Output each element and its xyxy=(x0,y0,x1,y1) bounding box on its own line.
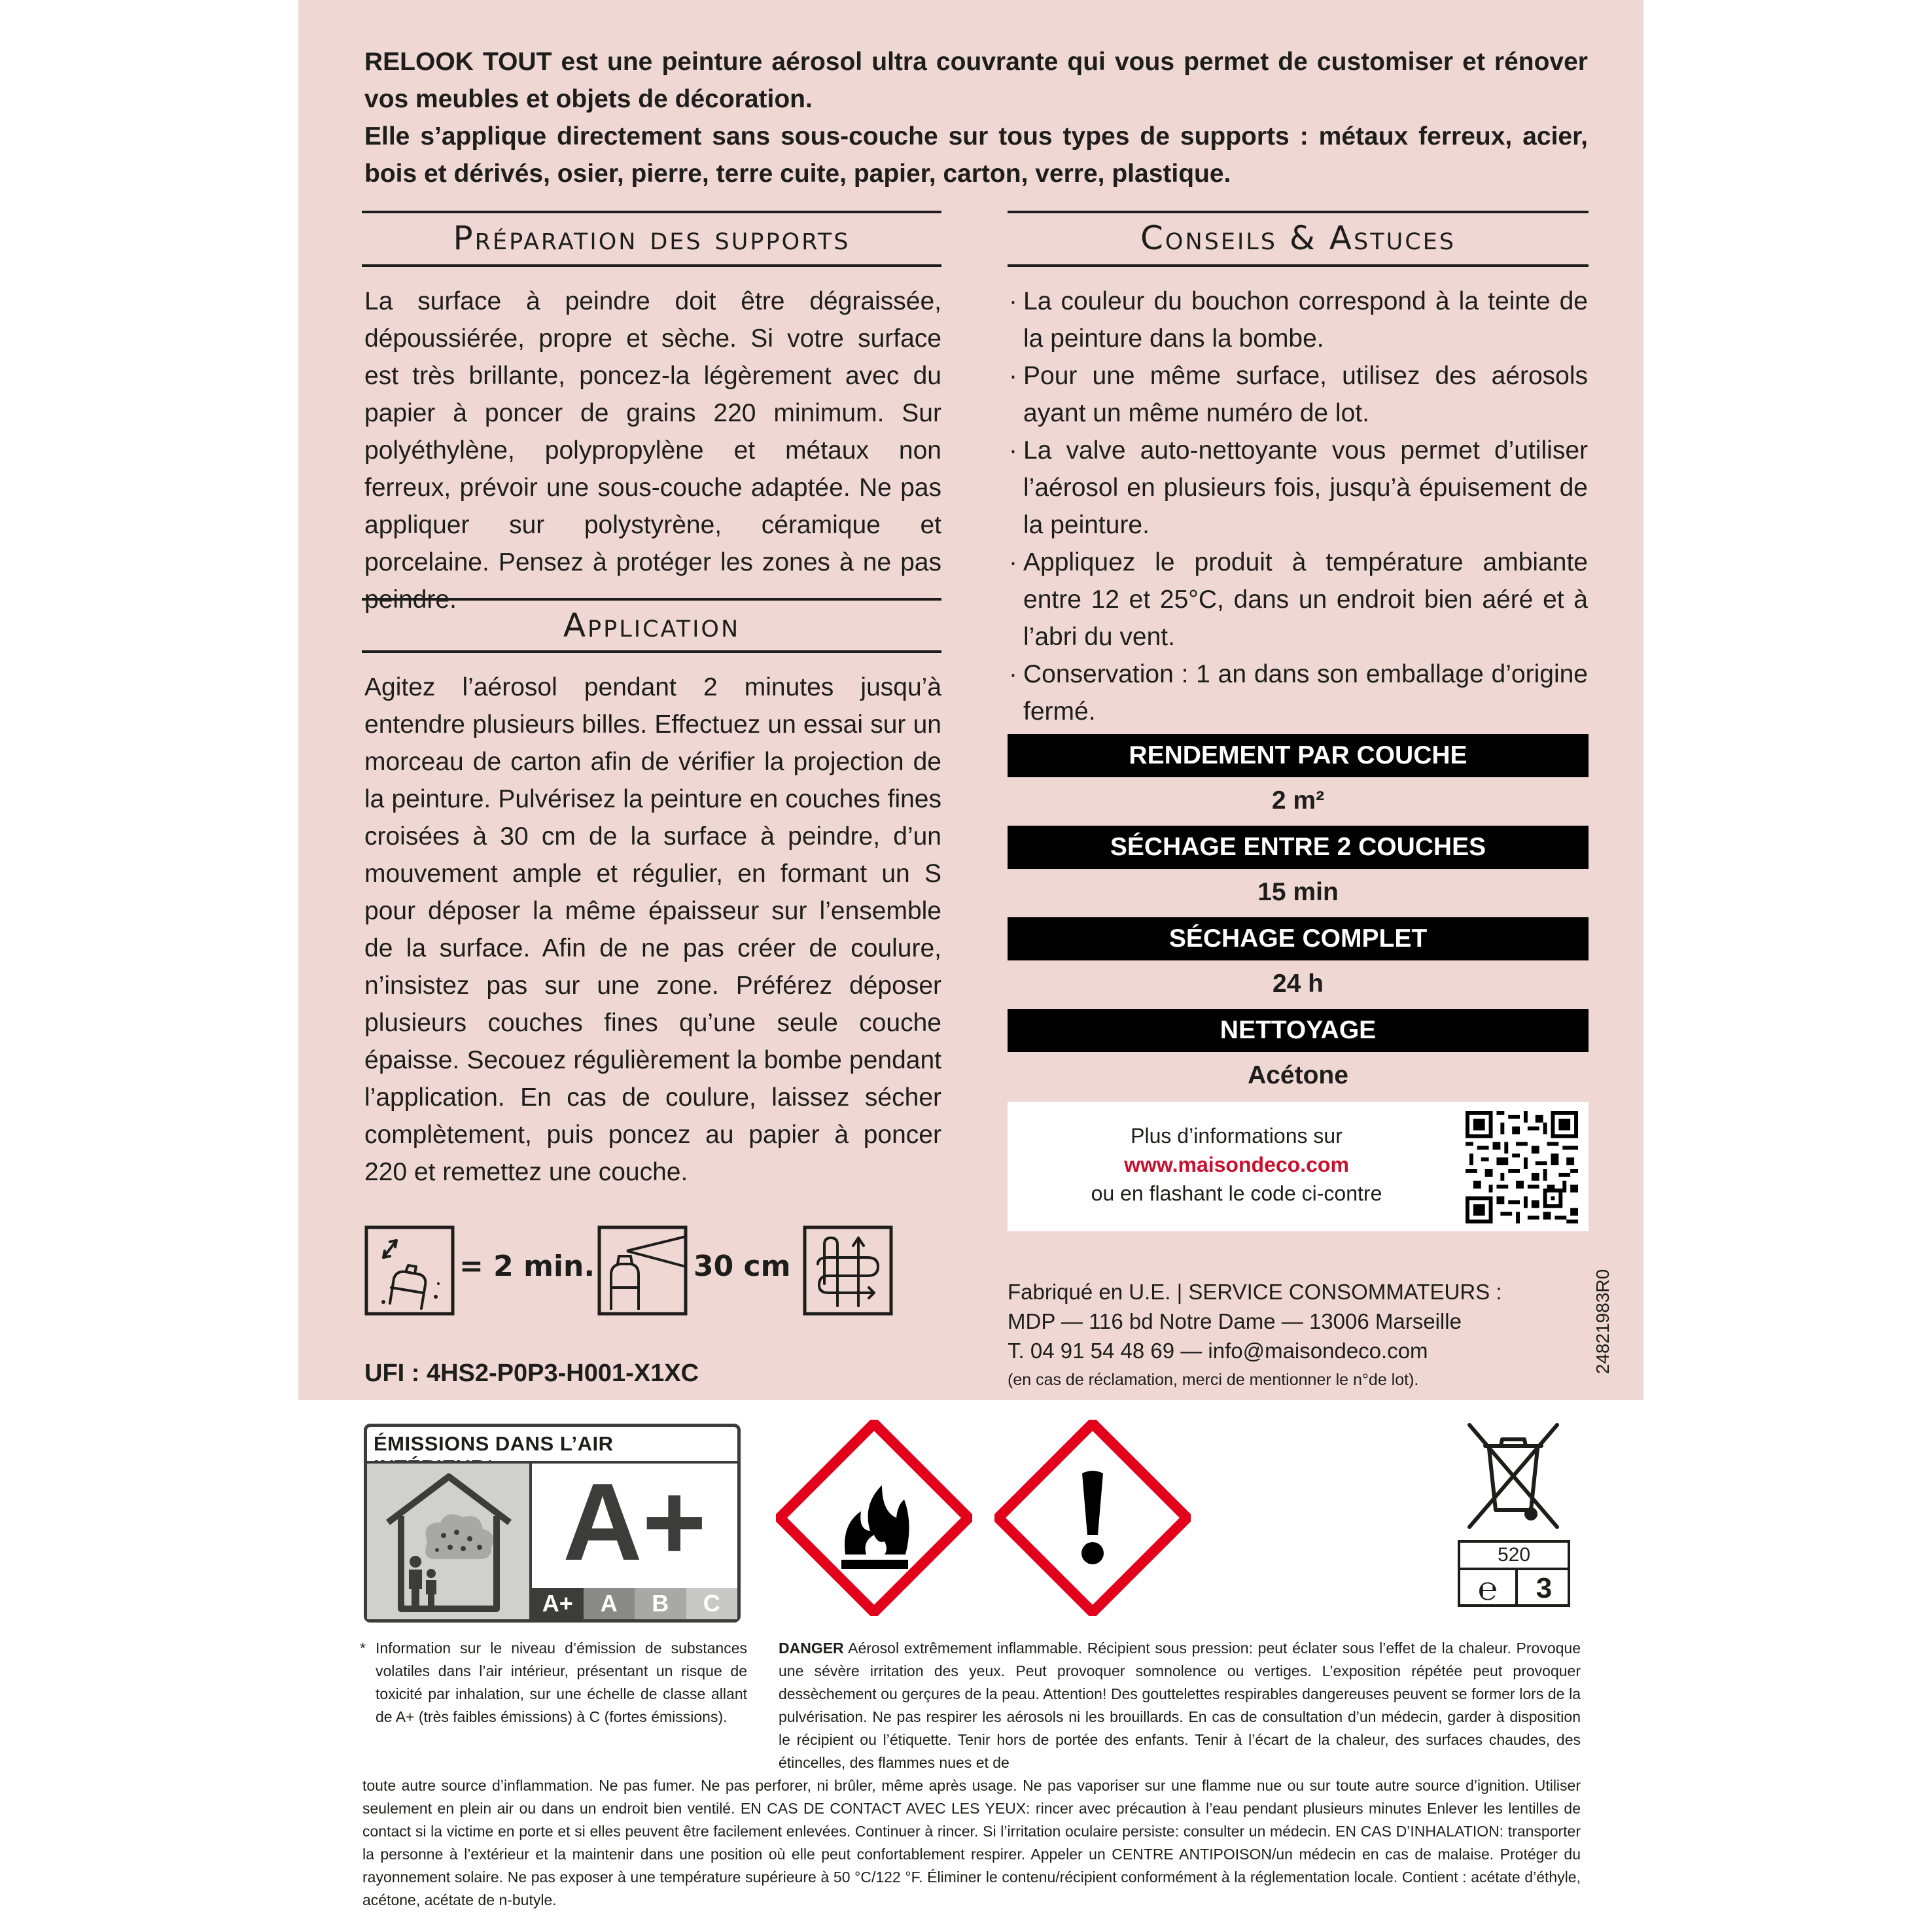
footnote-star: * xyxy=(360,1640,366,1657)
manufacturer-info xyxy=(1008,1277,1502,1395)
recycle-number: 520 xyxy=(1460,1543,1568,1570)
tip-item: · La valve auto-nettoyante vous permet d’utiliser l’aérosol en plusieurs fois, jusqu’à épuisement de la peinture. xyxy=(1009,436,1588,539)
tip-item: · Pour une même surface, utilisez des aérosols ayant un même numéro de lot. xyxy=(1009,362,1588,427)
intro-sentence-1: est une peinture aérosol ultra couvrante qui vous permet de customiser et rénover vos meubles et objets de décoration. xyxy=(364,48,1588,113)
qr-code[interactable] xyxy=(1466,1111,1578,1223)
nettoyage-value: Acétone xyxy=(1248,1061,1348,1089)
emissions-scale xyxy=(532,1588,737,1619)
app-rule-bottom xyxy=(362,650,941,653)
info-line1: Plus d’informations sur xyxy=(1131,1124,1343,1148)
scale-a: A xyxy=(584,1588,635,1619)
app-heading: Application xyxy=(563,606,741,644)
tip-item: · La couleur du bouchon correspond à la teinte de la peinture dans la bombe. xyxy=(1009,287,1588,353)
info-text xyxy=(1034,1121,1439,1208)
danger-text-bottom: toute autre source d’inflammation. Ne pas fumer. Ne pas perforer, ni brûler, même après usage. Ne pas vaporiser sur une flamme nue ou sur toute autre source d’ignition. Utiliser seulement en plein air ou dans un endroit bien ventilé. EN CAS DE CONTACT AVEC LES YEUX: rincer avec précaution à l’eau pendant plusieurs minutes Enlever les lentilles de contact si la victime en porte et si elles peuvent être facilement enlevées. Continuer à rincer. Si l’irritation oculaire persiste: consulter un médecin. EN CAS D’INHALATION: transporter la personne à l’extérieur et la maintenir dans une position où elle peut confortablement respirer. Appeler un CENTRE ANTIPOISON/un médecin en cas de malaise. Protéger du rayonnement solaire. Ne pas exposer à une température supérieure à 50 °C/122 °F. Éliminer le contenu/récipient conformément à la réglementation locale. Contient : acétate d’éthyle, acétone, acétate de n-butyle. xyxy=(362,1777,1581,1908)
manufacturer-line1: Fabriqué en U.E. | SERVICE CONSOMMATEURS : xyxy=(1008,1280,1502,1304)
complet-label: SÉCHAGE COMPLET xyxy=(1008,917,1589,960)
spray-distance-pictogram-icon xyxy=(597,1225,688,1316)
intro-text xyxy=(364,43,1588,192)
sechage-value: 15 min xyxy=(1257,878,1339,906)
info-url[interactable]: www.maisondeco.com xyxy=(1124,1153,1349,1176)
complet-value: 24 h xyxy=(1272,970,1324,998)
footnote-text: Information sur le niveau d’émission de substances volatiles dans l’air intérieur, présentant un risque de toxicité par inhalation, sur une échelle de classe allant de A+ (très faibles émissions) à C (fortes émissions). xyxy=(376,1640,747,1725)
spray-distance-label: 30 cm xyxy=(694,1250,791,1283)
ufi-code: UFI : 4HS2-P0P3-H001-X1XC xyxy=(364,1360,699,1387)
app-text: Agitez l’aérosol pendant 2 minutes jusqu’à entendre plusieurs billes. Effectuez un essai sur un morceau de carton afin de vérifier la projection de la peinture. Pulvérisez la peinture en couches fines croisées à 30 cm de la surface à peindre, d’un mouvement ample et régulier, en formant un S pour déposer la même épaisseur sur l’ensemble de la surface. Afin de ne pas créer de coulure, n’insistez pas sur une zone. Préférez déposer plusieurs couches fines qu’une seule couche épaisse. Secouez régulièrement la bombe pendant l’application. En cas de coulure, laissez sécher complètement, puis poncez au papier à poncer 220 et remettez une couche. xyxy=(364,673,941,1186)
scale-b: B xyxy=(635,1588,686,1619)
emissions-title: ÉMISSIONS DANS L’AIR xyxy=(374,1432,614,1455)
prep-heading: Préparation des supports xyxy=(453,219,851,257)
app-rule-top xyxy=(362,598,941,601)
recycle-box xyxy=(1458,1540,1570,1607)
nettoyage-label: NETTOYAGE xyxy=(1008,1009,1589,1052)
manufacturer-line4: (en cas de réclamation, merci de mentionner le n°de lot). xyxy=(1008,1371,1419,1389)
tips-heading: Conseils & Astuces xyxy=(1140,219,1456,257)
flammable-hazard-icon xyxy=(776,1420,972,1616)
danger-text-top: DANGER Aérosol extrêmement inflammable. Récipient sous pression: peut éclater sous l’effet de la chaleur. Provoque une sévère irritation des yeux. Peut provoquer somnolence ou vertiges. L’exposition répétée peut provoquer dessèchement ou gerçures de la peau. Attention! Des gouttelettes respirables dangereuses peuvent se former lors de la pulvérisation. Ne pas respirer les aérosols ni les brouillards. En cas de consultation d’un médecin, garder à disposition le récipient ou l’étiquette. Tenir hors de portée des enfants. Tenir à l’écart de la chaleur, des surfaces chaudes, des étincelles, des flammes nues et de xyxy=(779,1640,1581,1771)
manufacturer-line3: T. 04 91 54 48 69 — info@maisondeco.com xyxy=(1008,1339,1428,1363)
info-line3: ou en flashant le code ci-contre xyxy=(1091,1182,1382,1205)
lot-code: 24821983R0 xyxy=(1592,1269,1613,1375)
crossed-bin-icon xyxy=(1463,1418,1564,1534)
prep-rule-top xyxy=(362,211,941,213)
tip-item: · Appliquez le produit à température ambiante entre 12 et 25°C, dans un endroit bien aéré et à l’abri du vent. xyxy=(1009,548,1588,651)
s-motion-pictogram-icon xyxy=(802,1225,894,1316)
shake-duration: = 2 min. xyxy=(459,1250,595,1283)
house-icon xyxy=(375,1470,523,1614)
scale-aplus: A+ xyxy=(532,1588,584,1619)
info-box xyxy=(1008,1102,1589,1231)
e-mark: ℮ xyxy=(1460,1570,1518,1607)
rendement-value: 2 m² xyxy=(1271,786,1325,815)
prep-text: La surface à peindre doit être dégraissée, dépoussiérée, propre et sèche. Si votre surface est très brillante, poncez-la légèrement avec du papier à poncer de grains 220 minimum. Sur polyéthylène, polypropylène et métaux non ferreux, prévoir une sous-couche adaptée. Ne pas appliquer sur polystyrène, céramique et porcelaine. Pensez à protéger les zones à ne pas peindre. xyxy=(364,287,941,614)
exclamation-hazard-icon xyxy=(994,1420,1191,1616)
prep-rule-bottom xyxy=(362,264,941,267)
rendement-label: RENDEMENT PAR COUCHE xyxy=(1008,734,1589,777)
tip-item: · Conservation : 1 an dans son emballage d’origine fermé. xyxy=(1009,660,1588,726)
danger-label: DANGER xyxy=(779,1640,844,1657)
brand-name: RELOOK TOUT xyxy=(364,48,552,76)
manufacturer-line2: MDP — 116 bd Notre Dame — 13006 Marseille xyxy=(1008,1309,1462,1333)
emissions-label xyxy=(364,1424,741,1623)
tips-list xyxy=(1009,283,1588,730)
sechage-label: SÉCHAGE ENTRE 2 COUCHES xyxy=(1008,826,1589,869)
tips-rule-top xyxy=(1008,211,1589,213)
emissions-grade: A+ xyxy=(563,1460,707,1583)
intro-sentence-2: Elle s’applique directement sans sous-couche sur tous types de supports : métaux ferreux, acier, bois et dérivés, osier, pierre, terre cuite, papier, carton, verre, plastique. xyxy=(364,122,1588,188)
scale-c: C xyxy=(686,1588,738,1619)
shake-pictogram-icon xyxy=(364,1225,455,1316)
recycle-count: 3 xyxy=(1536,1572,1553,1604)
tips-rule-bottom xyxy=(1008,264,1589,267)
